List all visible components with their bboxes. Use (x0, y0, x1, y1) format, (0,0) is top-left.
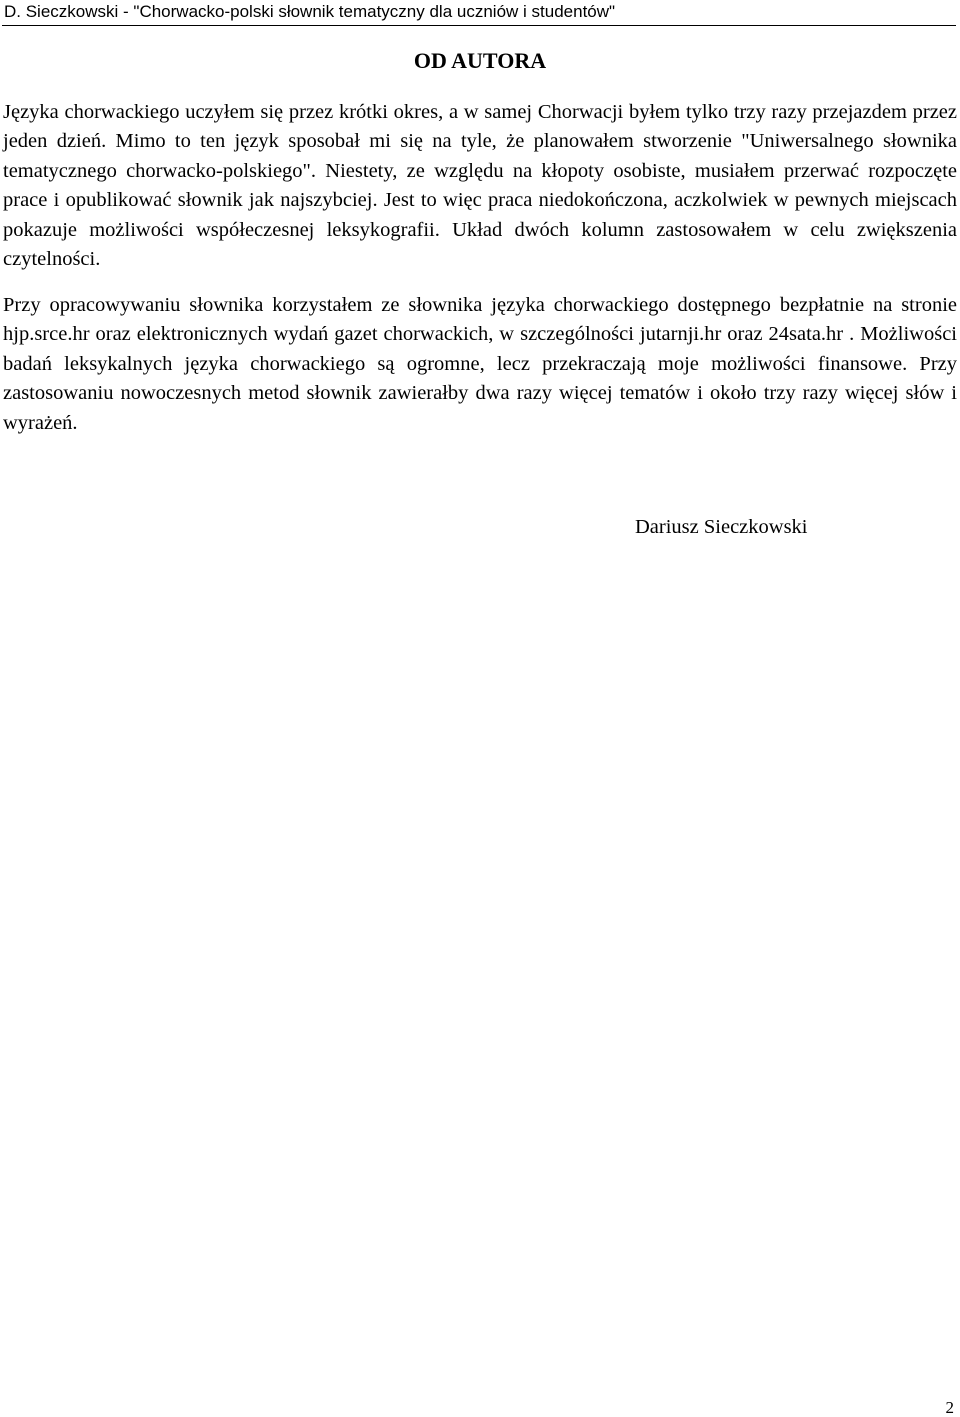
author-signature: Dariusz Sieczkowski (635, 516, 808, 538)
running-header: D. Sieczkowski - "Chorwacko-polski słownik tematyczny dla uczniów i studentów" (4, 2, 616, 21)
body-paragraph-2: Przy opracowywaniu słownika korzystałem ze słownika języka chorwackiego dostępnego bezpłatnie na stronie hjp.srce.hr oraz elektronicznych wydań gazet chorwackich, w szczególności jutarnji.hr oraz 24sata.hr . Możliwości badań leksykalnych języka chorwackiego są ogromne, lecz przekraczają moje możliwości finansowe. Przy zastosowaniu nowoczesnych metod słownik zawierałby dwa razy więcej tematów i około trzy razy więcej słów i wyrażeń. (3, 294, 957, 434)
section-title: OD AUTORA (413, 48, 547, 73)
page-number: 2 (945, 1398, 954, 1417)
header-divider (2, 25, 956, 26)
body-paragraph-1: Języka chorwackiego uczyłem się przez krótki okres, a w samej Chorwacji byłem tylko trzy razy przejazdem przez jeden dzień. Mimo to ten język sposobał mi się na tyle, że planowałem stworzenie "Uniwersalnego słownika tematycznego chorwacko-polskiego". Niestety, ze względu na kłopoty osobiste, musiałem przerwać rozpoczęte prace i opublikować słownik jak najszybciej. Jest to więc praca niedokończona, aczkolwiek w pewnych miejscach pokazuje możliwości współeczesnej leksykografii. Układ dwóch kolumn zastosowałem w celu zwiększenia czytelności. (3, 101, 957, 271)
